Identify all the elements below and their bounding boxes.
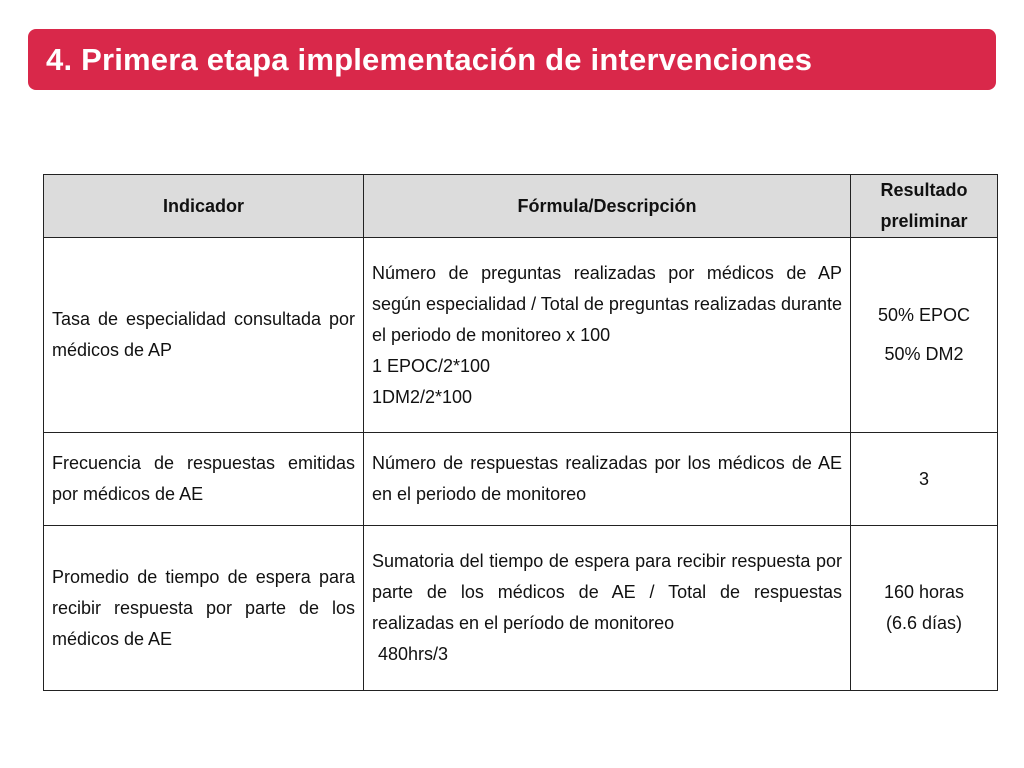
formula-calc: 480hrs/3 [378, 644, 449, 664]
table-row [44, 526, 998, 691]
formula-text: Número de preguntas realizadas por médicos de AP según especialidad / Total de preguntas realizadas durante el periodo de monitoreo x 100 [372, 262, 842, 345]
header-indicador: Indicador [44, 175, 364, 238]
resultado-value: 50% EPOC [877, 305, 971, 325]
cell-formula [364, 526, 851, 691]
cell-indicador: Tasa de especialidad consultada por médicos de AP [44, 238, 364, 433]
cell-resultado [851, 526, 998, 691]
cell-resultado [851, 433, 998, 526]
resultado-value: (6.6 días) [885, 613, 963, 633]
resultado-value: 50% DM2 [884, 344, 964, 364]
title-bar [28, 29, 996, 90]
table-header-row [44, 175, 998, 238]
table-row [44, 433, 998, 526]
cell-formula: Número de respuestas realizadas por los médicos de AE en el periodo de monitoreo [364, 433, 851, 526]
slide-title: 4. Primera etapa implementación de intervenciones [46, 41, 813, 77]
formula-text: Sumatoria del tiempo de espera para recibir respuesta por parte de los médicos de AE / Total de respuestas realizadas en el período de monitoreo [372, 551, 842, 633]
formula-calc: 1 EPOC/2*100 [372, 355, 491, 376]
header-resultado: Resultado preliminar [851, 175, 998, 238]
cell-indicador: Frecuencia de respuestas emitidas por médicos de AE [44, 433, 364, 526]
resultado-value: 3 [918, 468, 929, 489]
header-formula: Fórmula/Descripción [364, 175, 851, 238]
cell-formula [364, 238, 851, 433]
indicators-table [43, 174, 998, 691]
resultado-value: 160 horas [883, 582, 965, 602]
cell-resultado [851, 238, 998, 433]
table-row [44, 238, 998, 433]
formula-calc: 1DM2/2*100 [372, 386, 473, 407]
cell-indicador: Promedio de tiempo de espera para recibir respuesta por parte de los médicos de AE [44, 526, 364, 691]
